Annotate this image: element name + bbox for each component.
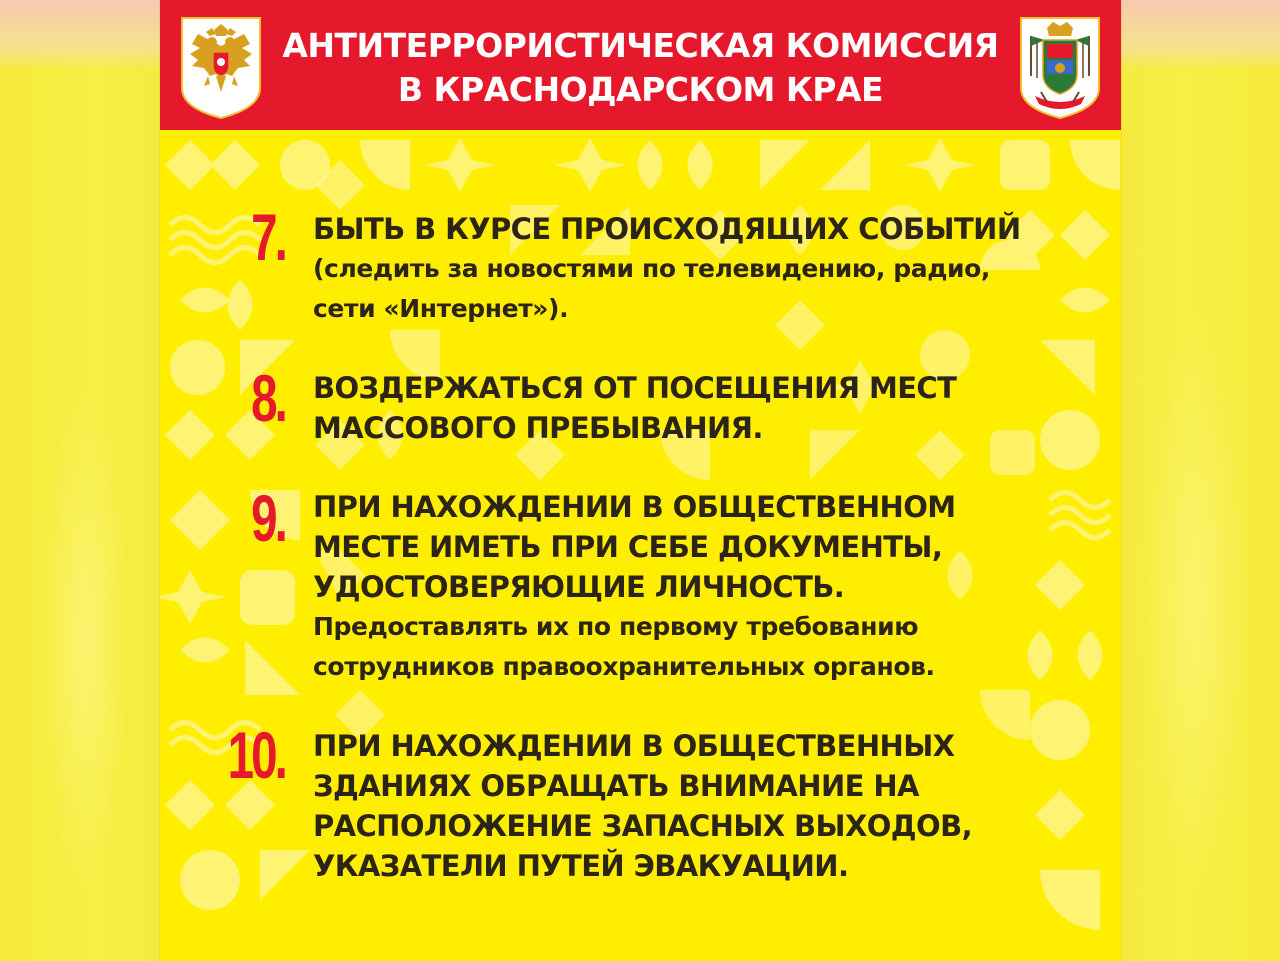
item-9-title [313, 487, 1103, 607]
item-9-title-line-3: УДОСТОВЕРЯЮЩИЕ ЛИЧНОСТЬ. [313, 570, 845, 604]
russian-coat-of-arms-icon [178, 16, 264, 120]
item-number-8: 8. [251, 361, 285, 435]
item-7-title-line-1: БЫТЬ В КУРСЕ ПРОИСХОДЯЩИХ СОБЫТИЙ [313, 212, 1021, 246]
item-7-sub-line-1: (следить за новостями по телевидению, радио, [313, 254, 990, 283]
item-9-sub-line-1: Предоставлять их по первому требованию [313, 612, 919, 641]
blurred-background-right [1121, 0, 1280, 961]
item-8-title [313, 368, 1103, 448]
header-title-line-1: АНТИТЕРРОРИСТИЧЕСКАЯ КОМИССИЯ [282, 26, 999, 65]
item-10-title-line-3: РАСПОЛОЖЕНИЕ ЗАПАСНЫХ ВЫХОДОВ, [313, 809, 972, 843]
item-number-7: 7. [251, 200, 285, 274]
item-number-10: 10. [227, 718, 285, 792]
item-10-title-line-4: УКАЗАТЕЛИ ПУТЕЙ ЭВАКУАЦИИ. [313, 849, 849, 883]
item-8-title-line-2: МАССОВОГО ПРЕБЫВАНИЯ. [313, 411, 763, 445]
item-9-sub-line-2: сотрудников правоохранительных органов. [313, 652, 935, 681]
blurred-background-left [0, 0, 160, 961]
krasnodar-krai-coat-of-arms-icon [1017, 16, 1103, 120]
item-7-subtitle [313, 249, 1103, 329]
header-banner [160, 0, 1121, 130]
item-7-sub-line-2: сети «Интернет»). [313, 294, 569, 323]
header-title-line-2: В КРАСНОДАРСКОМ КРАЕ [397, 70, 884, 109]
item-9-subtitle [313, 607, 1103, 687]
item-9-title-line-2: МЕСТЕ ИМЕТЬ ПРИ СЕБЕ ДОКУМЕНТЫ, [313, 530, 943, 564]
item-10-title [313, 726, 1103, 886]
item-number-9: 9. [251, 481, 285, 555]
item-9-title-line-1: ПРИ НАХОЖДЕНИИ В ОБЩЕСТВЕННОМ [313, 490, 956, 524]
item-8-title-line-1: ВОЗДЕРЖАТЬСЯ ОТ ПОСЕЩЕНИЯ МЕСТ [313, 371, 957, 405]
item-10-title-line-2: ЗДАНИЯХ ОБРАЩАТЬ ВНИМАНИЕ НА [313, 769, 919, 803]
item-7-title [313, 209, 1103, 249]
item-10-title-line-1: ПРИ НАХОЖДЕНИИ В ОБЩЕСТВЕННЫХ [313, 729, 955, 763]
poster [160, 0, 1121, 961]
